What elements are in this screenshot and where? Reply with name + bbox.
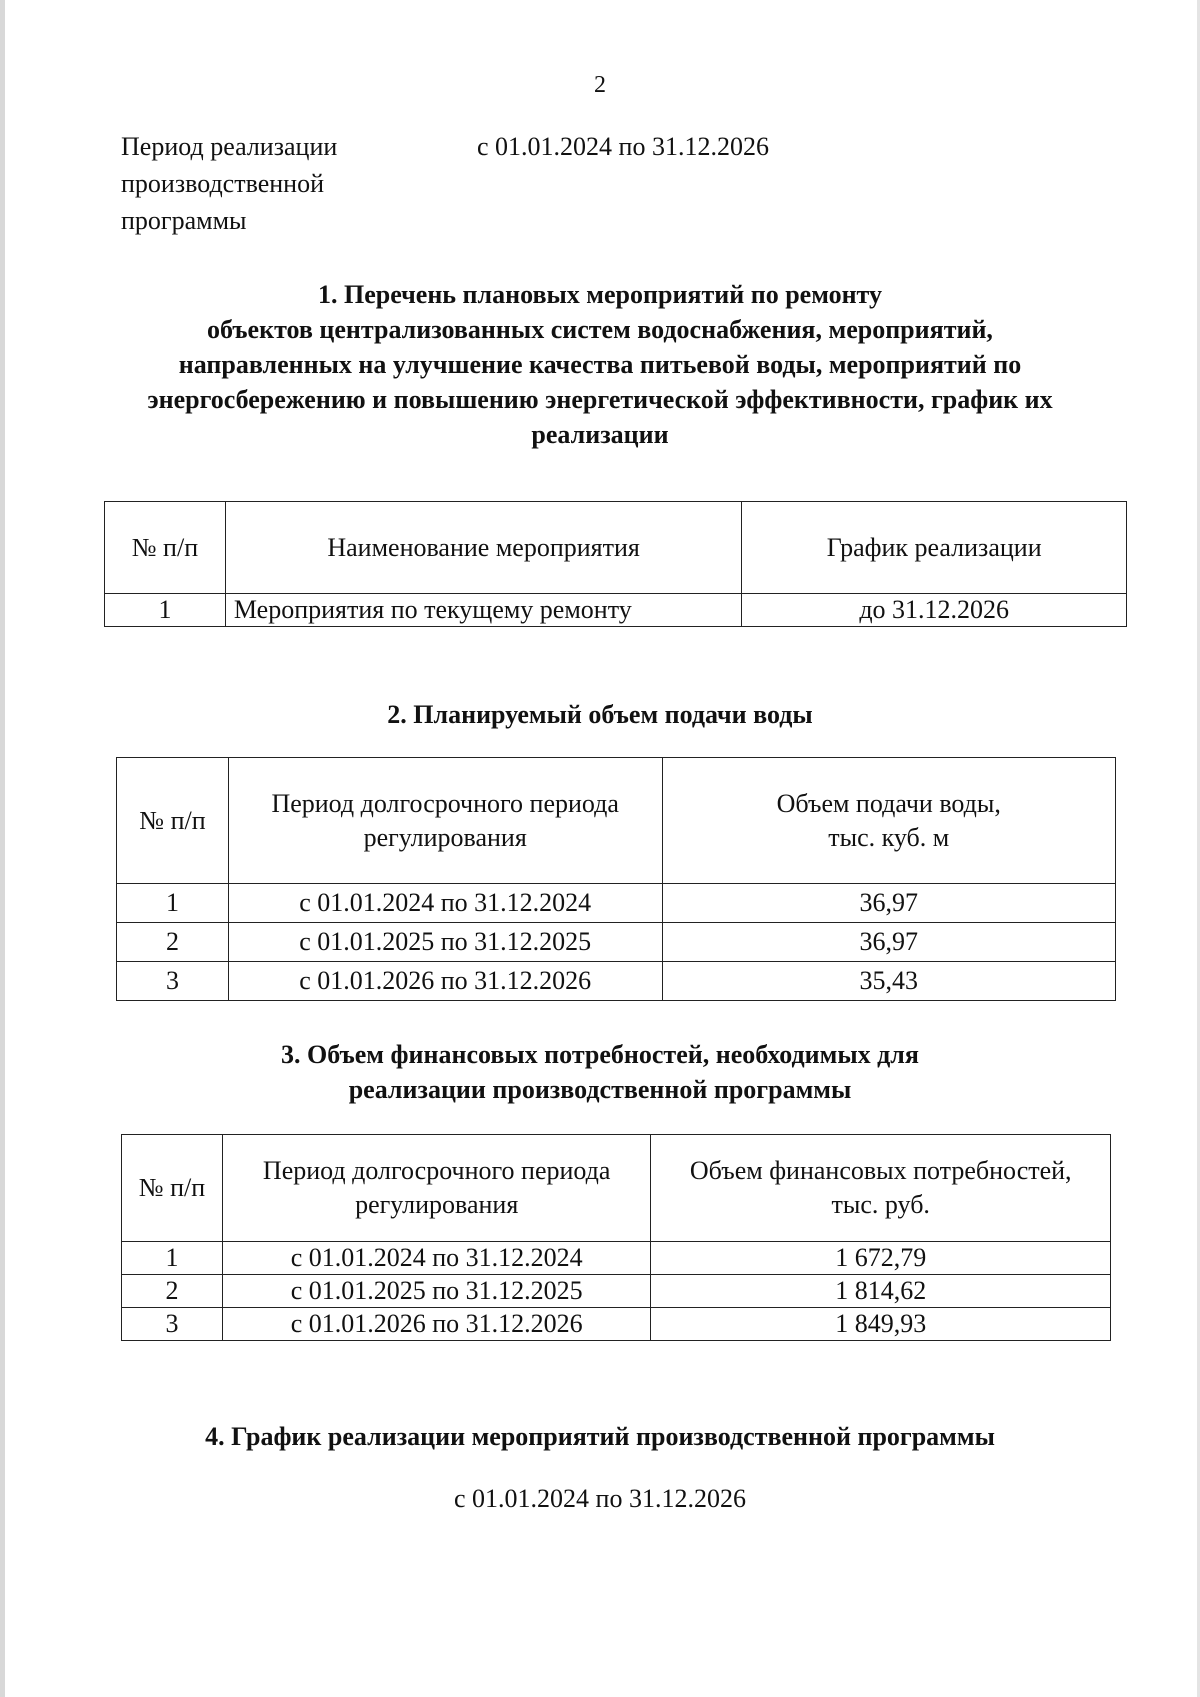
section3-title bbox=[100, 1037, 1100, 1107]
section4-title bbox=[100, 1419, 1100, 1454]
cell-num: 2 bbox=[117, 923, 229, 962]
cell-value: 1 814,62 bbox=[651, 1275, 1111, 1308]
table-header-row bbox=[105, 502, 1127, 594]
section1-table bbox=[104, 501, 1127, 627]
header-num: № п/п bbox=[105, 502, 226, 594]
cell-num: 1 bbox=[117, 884, 229, 923]
period-label-line: программы bbox=[121, 206, 247, 235]
table-row bbox=[117, 923, 1116, 962]
cell-period: с 01.01.2025 по 31.12.2025 bbox=[228, 923, 662, 962]
header-value-line: Объем подачи воды, bbox=[776, 788, 1001, 818]
cell-num: 1 bbox=[122, 1242, 223, 1275]
cell-value: 1 672,79 bbox=[651, 1242, 1111, 1275]
header-period bbox=[228, 758, 662, 884]
section1-title-line: направленных на улучшение качества питьевой воды, мероприятий по bbox=[178, 350, 1022, 379]
section3-title-line: 3. Объем финансовых потребностей, необходимых для bbox=[281, 1040, 919, 1069]
cell-num: 1 bbox=[105, 594, 226, 627]
cell-period: с 01.01.2024 по 31.12.2024 bbox=[222, 1242, 651, 1275]
period-label-line: Период реализации bbox=[121, 132, 338, 161]
table-row bbox=[122, 1308, 1111, 1341]
cell-period: с 01.01.2024 по 31.12.2024 bbox=[228, 884, 662, 923]
header-value-line: Объем финансовых потребностей, bbox=[689, 1156, 1072, 1185]
section2-title bbox=[100, 697, 1100, 732]
header-value-line: тыс. руб. bbox=[831, 1190, 930, 1219]
header-schedule: График реализации bbox=[742, 502, 1127, 594]
table-row bbox=[105, 594, 1127, 627]
period-value: с 01.01.2024 по 31.12.2026 bbox=[477, 132, 769, 161]
header-period bbox=[222, 1135, 651, 1242]
cell-period: с 01.01.2026 по 31.12.2026 bbox=[222, 1308, 651, 1341]
section4-period: с 01.01.2024 по 31.12.2026 bbox=[454, 1484, 746, 1513]
header-period-line: Период долгосрочного периода bbox=[271, 788, 619, 818]
section1-title-line: 1. Перечень плановых мероприятий по ремонту bbox=[318, 280, 882, 309]
table-row bbox=[122, 1242, 1111, 1275]
header-value-line: тыс. куб. м bbox=[828, 822, 950, 852]
cell-period: с 01.01.2026 по 31.12.2026 bbox=[228, 962, 662, 1001]
period-label-line: производственной bbox=[121, 169, 324, 198]
header-value bbox=[651, 1135, 1111, 1242]
header-period-line: регулирования bbox=[363, 822, 527, 852]
section3-title-line: реализации производственной программы bbox=[348, 1075, 852, 1104]
cell-value: 36,97 bbox=[662, 884, 1115, 923]
section4-title-line: 4. График реализации мероприятий производственной программы bbox=[205, 1422, 995, 1451]
header-value bbox=[662, 758, 1115, 884]
section1-title-line: энергосбережению и повышению энергетической эффективности, график их bbox=[147, 385, 1053, 414]
header-num: № п/п bbox=[122, 1135, 223, 1242]
header-period-line: Период долгосрочного периода bbox=[262, 1156, 611, 1185]
cell-value: 35,43 bbox=[662, 962, 1115, 1001]
section1-title bbox=[100, 277, 1100, 452]
header-num: № п/п bbox=[117, 758, 229, 884]
table-header-row bbox=[122, 1135, 1111, 1242]
cell-value: 1 849,93 bbox=[651, 1308, 1111, 1341]
period-label bbox=[121, 128, 381, 239]
table-row bbox=[117, 962, 1116, 1001]
header-name: Наименование мероприятия bbox=[225, 502, 741, 594]
table-row bbox=[122, 1275, 1111, 1308]
section1-title-line: реализации bbox=[531, 420, 669, 449]
header-period-line: регулирования bbox=[355, 1190, 519, 1219]
cell-num: 2 bbox=[122, 1275, 223, 1308]
cell-num: 3 bbox=[122, 1308, 223, 1341]
cell-schedule: до 31.12.2026 bbox=[742, 594, 1127, 627]
cell-name: Мероприятия по текущему ремонту bbox=[225, 594, 741, 627]
cell-period: с 01.01.2025 по 31.12.2025 bbox=[222, 1275, 651, 1308]
table-row bbox=[117, 884, 1116, 923]
section3-table bbox=[121, 1134, 1111, 1341]
table-header-row bbox=[117, 758, 1116, 884]
page-number: 2 bbox=[594, 72, 606, 98]
cell-num: 3 bbox=[117, 962, 229, 1001]
cell-value: 36,97 bbox=[662, 923, 1115, 962]
section2-table bbox=[116, 757, 1116, 1001]
scan-edge-left bbox=[0, 0, 5, 1697]
section1-title-line: объектов централизованных систем водоснабжения, мероприятий, bbox=[207, 315, 993, 344]
section2-title-line: 2. Планируемый объем подачи воды bbox=[387, 700, 813, 729]
